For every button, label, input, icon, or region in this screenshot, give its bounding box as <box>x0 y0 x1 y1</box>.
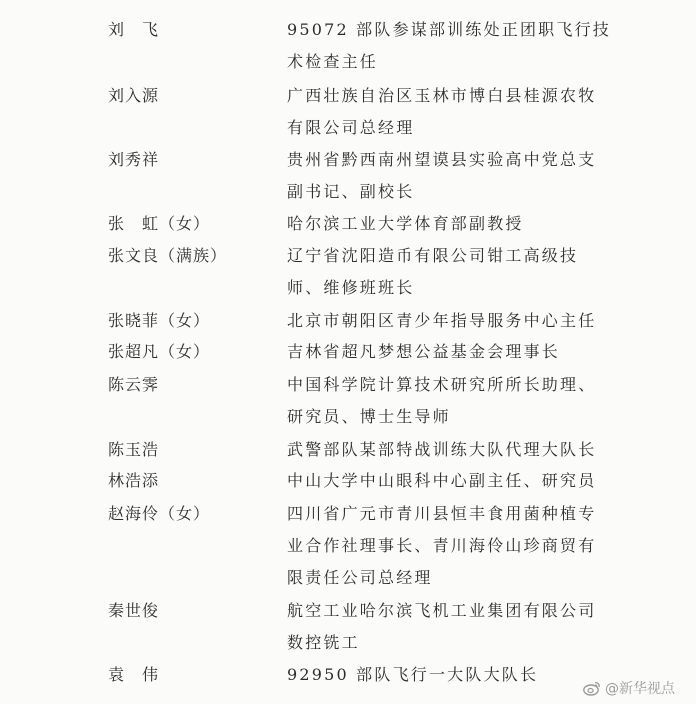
person-name: 张超凡（女） <box>108 342 211 361</box>
description-line: 副书记、副校长 <box>287 182 415 201</box>
description-line: 武警部队某部特战训练大队代理大队长 <box>287 440 597 459</box>
person-name: 秦世俊 <box>108 601 160 620</box>
description-line: 北京市朝阳区青少年指导服务中心主任 <box>287 311 597 330</box>
person-name: 刘 飞 <box>108 20 160 39</box>
person-name: 刘秀祥 <box>108 150 160 169</box>
person-name: 张 虹（女） <box>108 214 211 233</box>
person-description <box>287 601 597 665</box>
person-description <box>287 311 597 343</box>
description-line: 哈尔滨工业大学体育部副教授 <box>287 214 524 233</box>
person-description <box>287 86 597 150</box>
person-name: 赵海伶（女） <box>108 504 211 523</box>
person-name: 张晓菲（女） <box>108 311 211 330</box>
description-line: 中山大学中山眼科中心副主任、研究员 <box>287 471 597 490</box>
description-line: 广西壮族自治区玉林市博白县桂源农牧 <box>287 86 597 105</box>
description-line: 92950 部队飞行一大队大队长 <box>287 665 539 684</box>
person-name: 袁 伟 <box>108 665 160 684</box>
description-line: 数控铣工 <box>287 633 360 652</box>
person-description <box>287 375 597 439</box>
person-description <box>287 471 597 503</box>
watermark <box>583 678 675 698</box>
person-description <box>287 665 587 697</box>
person-description <box>287 246 587 310</box>
person-name: 陈云霁 <box>108 375 160 394</box>
person-name: 刘入源 <box>108 86 160 105</box>
description-line: 业合作社理事长、青川海伶山珍商贸有 <box>287 536 597 555</box>
weibo-icon <box>583 680 601 696</box>
person-name: 张文良（满族） <box>108 246 228 265</box>
description-line: 四川省广元市青川县恒丰食用菌种植专 <box>287 504 597 523</box>
description-line: 辽宁省沈阳造币有限公司钳工高级技 <box>287 246 579 265</box>
description-line: 95072 部队参谋部训练处正团职飞行技 <box>287 20 611 39</box>
description-line: 有限公司总经理 <box>287 118 415 137</box>
description-line: 术检查主任 <box>287 52 379 71</box>
person-description <box>287 440 597 472</box>
description-line: 航空工业哈尔滨飞机工业集团有限公司 <box>287 601 597 620</box>
person-description <box>287 214 587 246</box>
person-name: 林浩添 <box>108 471 160 490</box>
description-line: 吉林省超凡梦想公益基金会理事长 <box>287 342 561 361</box>
description-line: 研究员、博士生导师 <box>287 407 451 426</box>
description-line: 贵州省黔西南州望谟县实验高中党总支 <box>287 150 597 169</box>
description-line: 中国科学院计算技术研究所所长助理、 <box>287 375 597 394</box>
watermark-text: @新华视点 <box>605 681 675 697</box>
person-description <box>287 150 597 214</box>
person-name: 陈玉浩 <box>108 440 160 459</box>
person-description <box>287 504 597 600</box>
person-description <box>287 342 587 374</box>
person-description <box>287 20 611 84</box>
description-line: 师、维修班班长 <box>287 278 415 297</box>
description-line: 限责任公司总经理 <box>287 568 433 587</box>
